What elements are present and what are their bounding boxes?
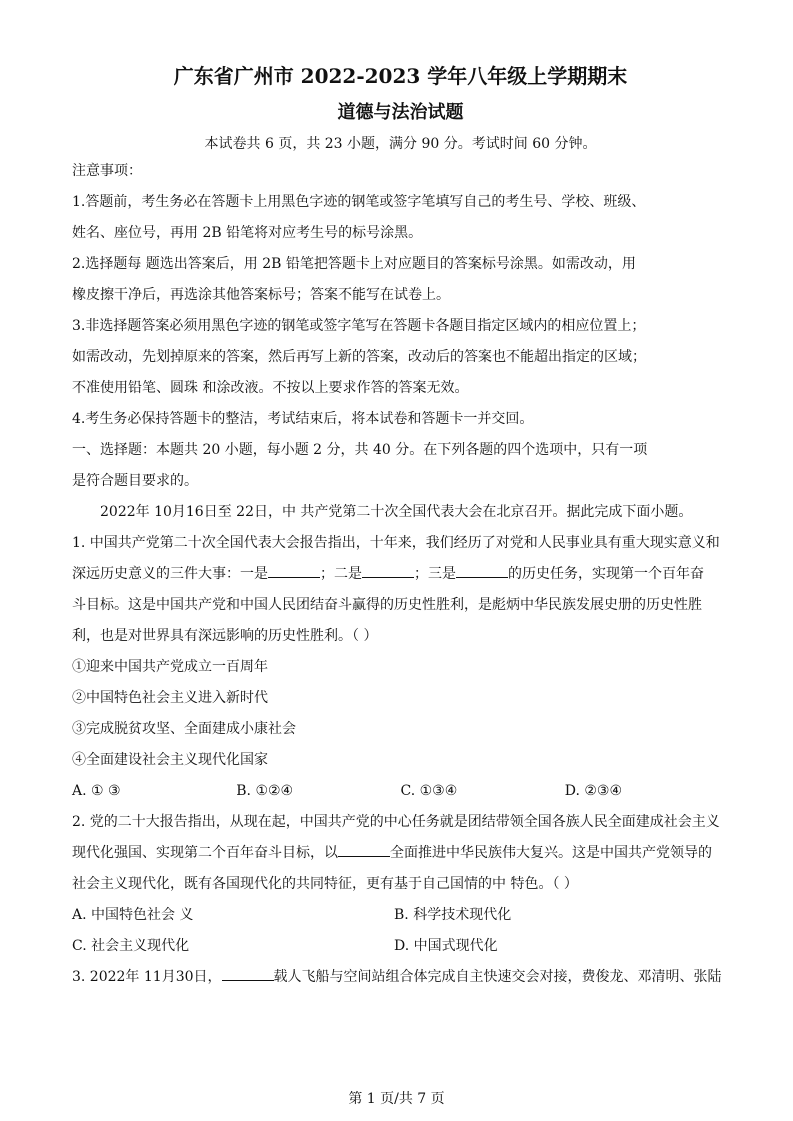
q1-blank-2 [362, 563, 414, 578]
section-heading-line-1: 一、选择题：本题共 20 小题，每小题 2 分，共 40 分。在下列各题的四个选项中，只有一项 [72, 442, 648, 458]
exam-info: 本试卷共 6 页，共 23 小题，满分 90 分。考试时间 60 分钟。 [204, 136, 597, 152]
notice-heading: 注意事项： [72, 163, 142, 179]
question-context: 2022年 10月16日至 22日，中 共产党第二十次全国代表大会在北京召开。据此完成下面小题。 [100, 504, 693, 520]
q2-blank [338, 842, 390, 857]
q3-blank [222, 966, 274, 981]
q1-line-2 [72, 559, 729, 590]
notice-item-3-line-1: 3.非选择题答案必须用黑色字迹的钢笔或签字笔写在答题卡各题目指定区域内的相应位置上； [72, 318, 646, 334]
q2-line-2 [72, 838, 729, 869]
q2-choice-d: D. 中国式现代化 [394, 938, 498, 954]
q3-line-1 [72, 962, 729, 993]
q2-choice-b: B. 科学技术现代化 [394, 907, 512, 923]
notice-item-2-line-2: 橡皮擦干净后，再选涂其他答案标号；答案不能写在试卷上。 [72, 287, 450, 303]
q1-blank-1 [268, 563, 320, 578]
q1-line-2-part-c: ；三是 [414, 566, 456, 582]
q1-line-3: 斗目标。这是中国共产党和中国人民团结奋斗赢得的历史性胜利，是彪炳中华民族发展史册的历史性胜 [72, 597, 702, 613]
q1-option-4: ④全面建设社会主义现代化国家 [72, 752, 268, 768]
q2-line-1: 2. 党的二十大报告指出，从现在起，中国共产党的中心任务就是团结带领全国各族人民全面建成社会主义 [72, 814, 720, 830]
q2-choice-a: A. 中国特色社会 义 [72, 907, 194, 923]
q1-line-2-part-d: 的历史任务，实现第一个百年奋 [508, 566, 704, 582]
q2-choices-row-2 [72, 931, 729, 962]
section-heading-line-2: 是符合题目要求的。 [72, 473, 198, 489]
q1-line-2-part-a: 深远历史意义的三件大事：一是 [72, 566, 268, 582]
q1-choice-d: D. ②③④ [564, 783, 623, 799]
q2-line-2-part-b: 全面推进中华民族伟大复兴。这是中国共产党领导的 [390, 845, 712, 861]
q1-line-1: 1. 中国共产党第二十次全国代表大会报告指出，十年来，我们经历了对党和人民事业具有重大现实意义和 [72, 535, 720, 551]
q1-blank-3 [456, 563, 508, 578]
q1-choice-c: C. ①③④ [400, 783, 458, 799]
q2-choices-row-1 [72, 900, 729, 931]
q1-choices [72, 776, 729, 807]
q1-option-2: ②中国特色社会主义进入新时代 [72, 690, 268, 706]
q3-line-1-part-b: 载人飞船与空间站组合体完成自主快速交会对接，费俊龙、邓清明、张陆 [273, 969, 722, 985]
q1-choice-b: B. ①②④ [236, 783, 294, 799]
q2-choice-c: C. 社会主义现代化 [72, 938, 190, 954]
notice-item-2-line-1: 2.选择题每 题选出答案后，用 2B 铅笔把答题卡上对应题目的答案标号涂黑。如需改动，用 [72, 256, 636, 272]
exam-subtitle: 道德与法治试题 [337, 102, 464, 123]
notice-item-4: 4.考生务必保持答题卡的整洁，考试结束后，将本试卷和答题卡一并交回。 [72, 411, 534, 427]
q1-option-1: ①迎来中国共产党成立一百周年 [72, 659, 268, 675]
q1-line-2-part-b: ；二是 [320, 566, 362, 582]
exam-title: 广东省广州市 2022-2023 学年八年级上学期期末 [173, 64, 628, 88]
q1-choice-a: A. ① ③ [72, 783, 121, 799]
notice-item-3-line-3: 不准使用铅笔、圆珠 和涂改液。不按以上要求作答的答案无效。 [72, 380, 469, 396]
notice-item-3-line-2: 如需改动，先划掉原来的答案，然后再写上新的答案，改动后的答案也不能超出指定的区域； [72, 349, 646, 365]
q2-line-3: 社会主义现代化，既有各国现代化的共同特征，更有基于自己国情的中 特色。（ ） [72, 876, 578, 892]
q2-line-2-part-a: 现代化强国、实现第二个百年奋斗目标，以 [72, 845, 338, 861]
q1-line-4: 利，也是对世界具有深远影响的历史性胜利。（ ） [72, 628, 378, 644]
q1-option-3: ③完成脱贫攻坚、全面建成小康社会 [72, 721, 296, 737]
page-footer: 第 1 页/共 7 页 [348, 1091, 445, 1107]
notice-item-1-line-1: 1.答题前，考生务必在答题卡上用黑色字迹的钢笔或签字笔填写自己的考生号、学校、班级、 [72, 194, 646, 210]
q3-line-1-part-a: 3. 2022年 11月30日， [72, 969, 222, 985]
notice-item-1-line-2: 姓名、座位号，再用 2B 铅笔将对应考生号的标号涂黑。 [72, 225, 423, 241]
